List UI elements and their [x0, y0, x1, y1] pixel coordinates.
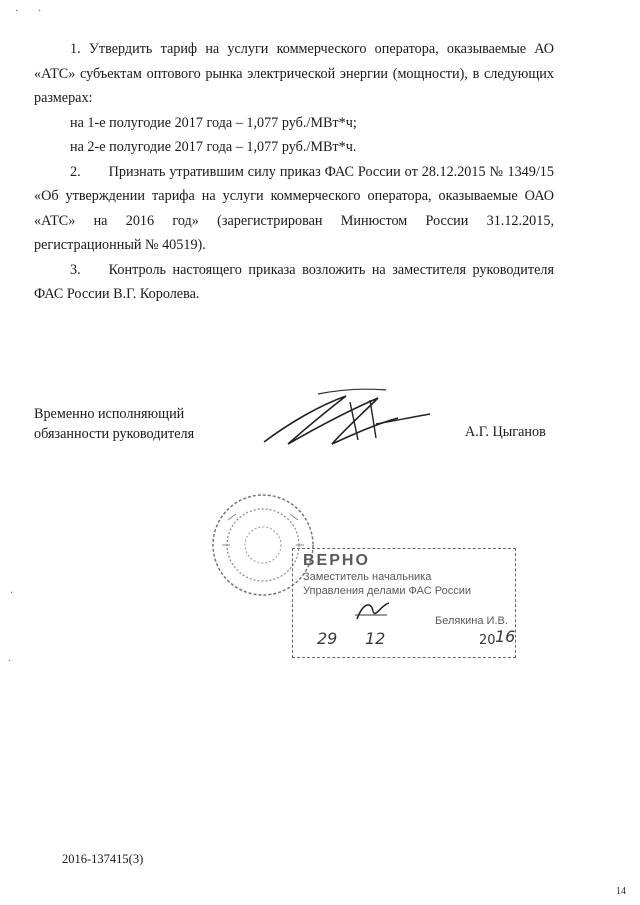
paragraph-1: 1. Утвердить тариф на услуги коммерческого оператора, оказываемые АО «АТС» субъектам оптового рынка электрической энергии (мощности), в следующих размерах: — [34, 41, 554, 106]
stamp-month: 12 — [365, 629, 386, 648]
rate-second-half: на 2-е полугодие 2017 года – 1,077 руб./МВт*ч. — [70, 139, 357, 155]
stamp-position-line1: Заместитель начальника — [303, 571, 432, 583]
stamp-position-line2: Управления делами ФАС России — [303, 585, 471, 597]
scan-speck: · — [38, 6, 42, 17]
stamp-year-suffix: 16 — [495, 627, 516, 646]
certification-stamp — [292, 548, 516, 658]
stamp-day: 29 — [317, 629, 338, 648]
stamp-signature — [353, 597, 393, 625]
handwritten-signature — [258, 384, 438, 454]
paragraph-3-text: Контроль настоящего приказа возложить на заместителя руководителя ФАС России В.Г. Королева. — [34, 261, 554, 302]
paragraph-2-number: 2. — [70, 163, 81, 180]
page-number: 14 — [616, 886, 626, 897]
scan-speck: · — [10, 588, 14, 599]
paragraph-2 — [34, 160, 554, 258]
signer-name: А.Г. Цыганов — [465, 424, 546, 440]
stamp-title: ВЕРНО — [303, 552, 370, 569]
order-body — [34, 37, 554, 307]
scan-speck: · — [15, 6, 19, 17]
paragraph-3-number: 3. — [70, 261, 81, 278]
document-id: 2016-137415(3) — [62, 852, 144, 866]
stamp-year-prefix: 20 — [479, 633, 496, 648]
stamp-person-name: Белякина И.В. — [435, 615, 508, 627]
scan-speck: · — [8, 656, 12, 667]
signer-position-line1: Временно исполняющий — [34, 406, 185, 422]
signer-position — [34, 404, 194, 444]
signer-position-line2: обязанности руководителя — [34, 426, 195, 442]
paragraph-2-text: Признать утратившим силу приказ ФАС России от 28.12.2015 № 1349/15 «Об утверждении тарифа на услуги коммерческого оператора, оказываемые ОАО «АТС» на 2016 год» (зарегистрирован Минюстом России 31.12.2015, регистрационный № 40519). — [34, 163, 554, 253]
paragraph-3 — [34, 258, 554, 307]
rate-first-half: на 1-е полугодие 2017 года – 1,077 руб./МВт*ч; — [70, 114, 357, 131]
